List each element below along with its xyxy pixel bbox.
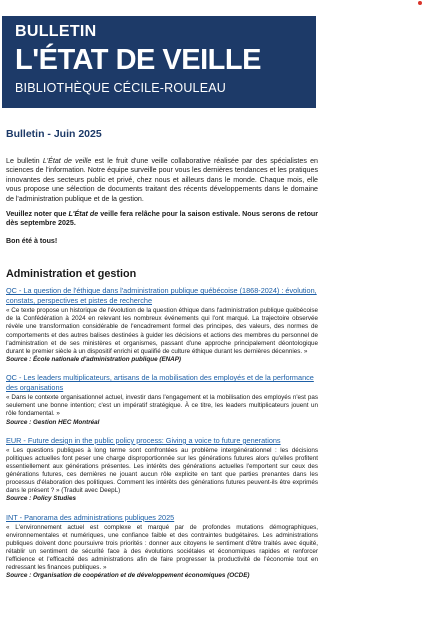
article-item: [6, 436, 318, 504]
article-source: Source : Organisation de coopération et de développement économiques (OCDE): [6, 572, 250, 580]
article-source: Source : École nationale d'administration publique (ENAP): [6, 355, 182, 363]
article-summary: « Les questions publiques à long terme sont confrontées au problème intergénérationnel : les décisions politiques actuelles font peser une charge disproportionnée sur les générations futures alors qu'elles profitent essentiellement aux générations présentes. Les intérêts des générations actuelles l'emportent sur ceux des générations futures, ces dernières ne jouant aucun rôle explicite en tant que parties prenantes dans les processus d'élaboration des politiques. Comment les intérêts des générations futures peuvent-ils être exprimés dans le présent ? » (Traduit avec DeepL): [6, 446, 318, 495]
article-item: [6, 286, 318, 364]
intro: [6, 157, 318, 246]
bulletin-content: [6, 128, 318, 590]
note-bulletin-name: L'État de: [68, 210, 99, 219]
banner-subtitle: BIBLIOTHÈQUE CÉCILE-ROULEAU: [15, 81, 227, 95]
intro-bulletin-name: L'État de veille: [42, 157, 92, 165]
summer-break-note: [6, 210, 318, 229]
closing-text: Bon été à tous!: [6, 236, 58, 245]
intro-text-post: est le fruit d'une veille collaborative réalisée par des spécialistes en sciences de l'information. Notre équipe surveille pour vous les dernières tendances et les pratiques innovantes des secteurs public et privé, chez nous et ailleurs dans le monde. Chaque mois, elle vous propose une sélection de documents traitant des récents développements dans le domaine de l'administration publique et de la gestion.: [6, 157, 319, 203]
article-source: Source : Gestion HEC Montréal: [6, 418, 100, 426]
article-summary: « Dans le contexte organisationnel actuel, investir dans l'engagement et la mobilisation des employés n'est pas seulement une bonne intention; c'est un impératif stratégique. À ce titre, les leaders multiplicateurs jouent un rôle fondamental. »: [6, 394, 318, 418]
article-summary: « Ce texte propose un historique de l'évolution de la question éthique dans l'administration publique québécoise de la Confédération à 2024 en relevant les nombreux événements qui l'ont marqué. La trajectoire observée révèle une transformation considérable de l'encadrement formel des principes, des valeurs, des normes de comportements et des autres balises destinées à guider les décisions et actions des membres du personnel de l'administration et de ses ministères et organismes, passant d'une approche principalement déontologique durant le premier siècle à un dispositif enrichi et qualifié de culture éthique durant les dernières décennies. »: [6, 307, 318, 355]
article-source: Source : Policy Studies: [6, 495, 76, 503]
article-link[interactable]: INT - Panorama des administrations publiques 2025: [6, 512, 175, 522]
intro-paragraph: [6, 157, 318, 204]
note-text-post: veille fera relâche pour la saison estivale. Nous serons de retour dès septembre 2025.: [6, 210, 319, 228]
section-title: Administration et gestion: [6, 268, 137, 281]
red-dot-marker: [418, 1, 422, 5]
article-link[interactable]: QC - Les leaders multiplicateurs, artisans de la mobilisation des employés et de la performance des organisations: [6, 373, 314, 393]
note-text-pre: Veuillez noter que: [6, 210, 69, 219]
article-item: [6, 373, 318, 427]
article-link[interactable]: QC - La question de l'éthique dans l'administration publique québécoise (1868-2024) : évolution, constats, perspectives et pistes de recherche: [6, 286, 317, 306]
article-link[interactable]: EUR - Future design in the public policy process: Giving a voice to future generations: [6, 435, 281, 445]
issue-heading: Bulletin - Juin 2025: [6, 128, 102, 140]
article-summary: « L'environnement actuel est complexe et marqué par de profondes mutations démographiques, environnementales et numériques, une confiance faible et des contraintes budgétaires. Les administrations publiques doivent donc poursuivre trois priorités : donner aux citoyens le sentiment d'être traités avec équité, rétablir un sentiment de sécurité face à des évolutions sociétales et économiques rapides et renforcer l'efficience et l'efficacité des administrations afin de faire progresser la productivité de l'économie tout en redressant les finances publiques. »: [6, 523, 318, 572]
closing-line: [6, 237, 318, 246]
banner-kicker: BULLETIN: [15, 23, 97, 40]
bulletin-banner: [2, 16, 316, 108]
banner-title: L'ÉTAT DE VEILLE: [15, 44, 261, 76]
article-item: [6, 513, 318, 581]
intro-text-pre: Le bulletin: [6, 157, 43, 165]
